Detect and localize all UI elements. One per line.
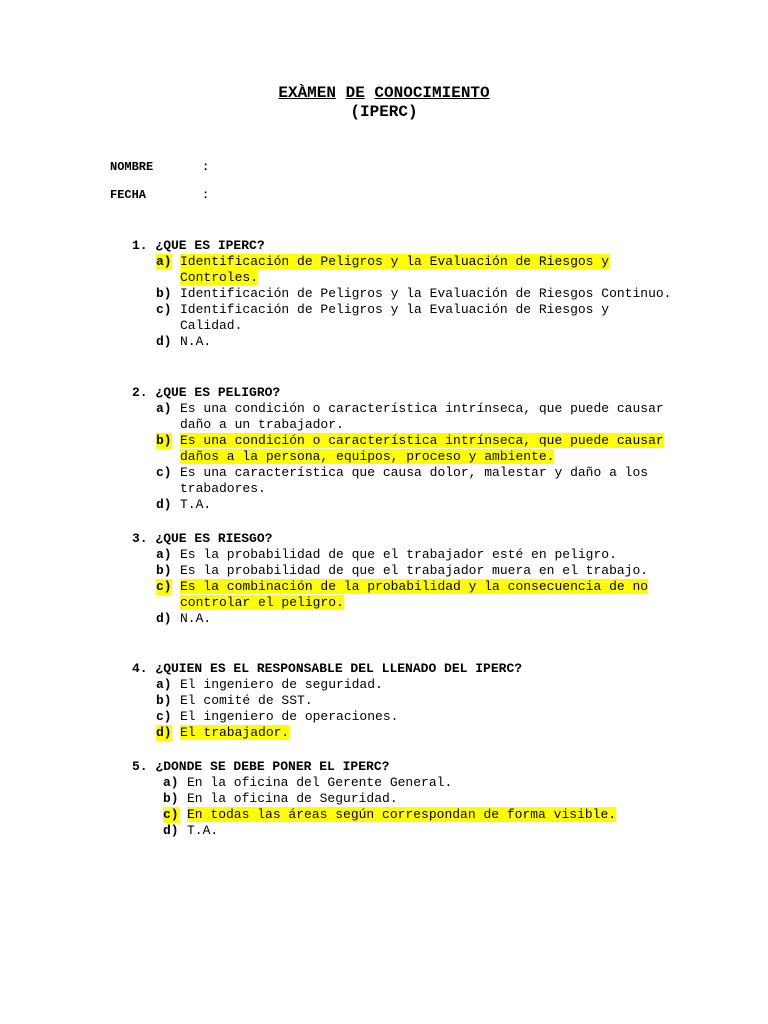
option-text: T.A. bbox=[187, 823, 219, 838]
option-letter: a) bbox=[156, 547, 172, 562]
option-letter: a) bbox=[156, 677, 172, 692]
option-c bbox=[132, 709, 672, 725]
date-label: FECHA bbox=[110, 188, 147, 202]
option-letter: d) bbox=[156, 611, 172, 626]
option-a bbox=[132, 401, 672, 433]
option-letter: c) bbox=[163, 807, 179, 822]
option-letter: c) bbox=[156, 465, 172, 480]
title-word-2: DE bbox=[345, 84, 365, 102]
name-colon: : bbox=[202, 160, 210, 174]
option-a bbox=[132, 547, 672, 563]
question-5 bbox=[132, 759, 672, 839]
option-c bbox=[132, 302, 672, 334]
option-letter: c) bbox=[156, 579, 172, 594]
option-text-correct: El trabajador. bbox=[180, 725, 290, 740]
option-text: En la oficina del Gerente General. bbox=[187, 775, 453, 790]
option-letter: a) bbox=[156, 254, 172, 269]
question-3 bbox=[132, 531, 672, 627]
option-text: N.A. bbox=[180, 334, 212, 349]
question-1 bbox=[132, 238, 672, 350]
question-4 bbox=[132, 661, 672, 741]
option-text: El ingeniero de operaciones. bbox=[180, 709, 399, 724]
option-letter: a) bbox=[163, 775, 179, 790]
option-letter: b) bbox=[156, 693, 172, 708]
exam-subtitle: (IPERC) bbox=[350, 103, 418, 121]
question-2 bbox=[132, 385, 672, 513]
option-text: Es una característica que causa dolor, malestar y daño a los trabadores. bbox=[180, 465, 649, 496]
option-text-correct: Es una condición o característica intrínseca, que puede causar daños a la persona, equipos, proceso y ambiente. bbox=[180, 433, 664, 464]
date-field bbox=[110, 187, 210, 203]
option-c bbox=[132, 465, 672, 497]
question-title: 1. ¿QUE ES IPERC? bbox=[132, 238, 265, 253]
date-colon: : bbox=[202, 188, 210, 202]
question-title: 3. ¿QUE ES RIESGO? bbox=[132, 531, 273, 546]
option-text: El ingeniero de seguridad. bbox=[180, 677, 383, 692]
option-d bbox=[132, 497, 672, 513]
option-letter: d) bbox=[156, 725, 172, 740]
option-b bbox=[132, 791, 672, 807]
option-a bbox=[132, 254, 672, 286]
title-word-3: CONOCIMIENTO bbox=[374, 84, 490, 102]
option-letter: d) bbox=[156, 497, 172, 512]
question-title: 4. ¿QUIEN ES EL RESPONSABLE DEL LLENADO DEL IPERC? bbox=[132, 661, 523, 676]
option-b bbox=[132, 286, 672, 302]
option-b bbox=[132, 693, 672, 709]
option-letter: b) bbox=[156, 433, 172, 448]
name-field bbox=[110, 159, 210, 175]
option-text: T.A. bbox=[180, 497, 212, 512]
option-a bbox=[132, 677, 672, 693]
option-text-correct: Es la combinación de la probabilidad y la consecuencia de no controlar el peligro. bbox=[180, 579, 649, 610]
question-title: 5. ¿DONDE SE DEBE PONER EL IPERC? bbox=[132, 759, 390, 774]
option-letter: b) bbox=[156, 563, 172, 578]
option-text: Es la probabilidad de que el trabajador muera en el trabajo. bbox=[180, 563, 649, 578]
option-b bbox=[132, 433, 672, 465]
option-letter: c) bbox=[156, 709, 172, 724]
option-c bbox=[132, 579, 672, 611]
option-letter: a) bbox=[156, 401, 172, 416]
option-text-correct: Identificación de Peligros y la Evaluación de Riesgos y Controles. bbox=[180, 254, 610, 285]
option-b bbox=[132, 563, 672, 579]
option-text: Identificación de Peligros y la Evaluación de Riesgos y Calidad. bbox=[180, 302, 610, 333]
option-text: Es la probabilidad de que el trabajador esté en peligro. bbox=[180, 547, 617, 562]
title-word-1: EXÀMEN bbox=[278, 84, 336, 102]
option-text: El comité de SST. bbox=[180, 693, 313, 708]
exam-title bbox=[0, 84, 768, 122]
option-text: Identificación de Peligros y la Evaluación de Riesgos Continuo. bbox=[180, 286, 672, 301]
option-d bbox=[132, 823, 672, 839]
option-d bbox=[132, 611, 672, 627]
option-text: Es una condición o característica intrínseca, que puede causar daño a un trabajador. bbox=[180, 401, 664, 432]
question-title: 2. ¿QUE ES PELIGRO? bbox=[132, 385, 281, 400]
option-c bbox=[132, 807, 672, 823]
option-letter: b) bbox=[163, 791, 179, 806]
name-label: NOMBRE bbox=[110, 160, 154, 174]
option-text-correct: En todas las áreas según correspondan de forma visible. bbox=[187, 807, 617, 822]
option-letter: c) bbox=[156, 302, 172, 317]
option-letter: d) bbox=[163, 823, 179, 838]
option-d bbox=[132, 334, 672, 350]
option-letter: d) bbox=[156, 334, 172, 349]
option-text: N.A. bbox=[180, 611, 212, 626]
option-letter: b) bbox=[156, 286, 172, 301]
option-d bbox=[132, 725, 672, 741]
option-a bbox=[132, 775, 672, 791]
option-text: En la oficina de Seguridad. bbox=[187, 791, 398, 806]
